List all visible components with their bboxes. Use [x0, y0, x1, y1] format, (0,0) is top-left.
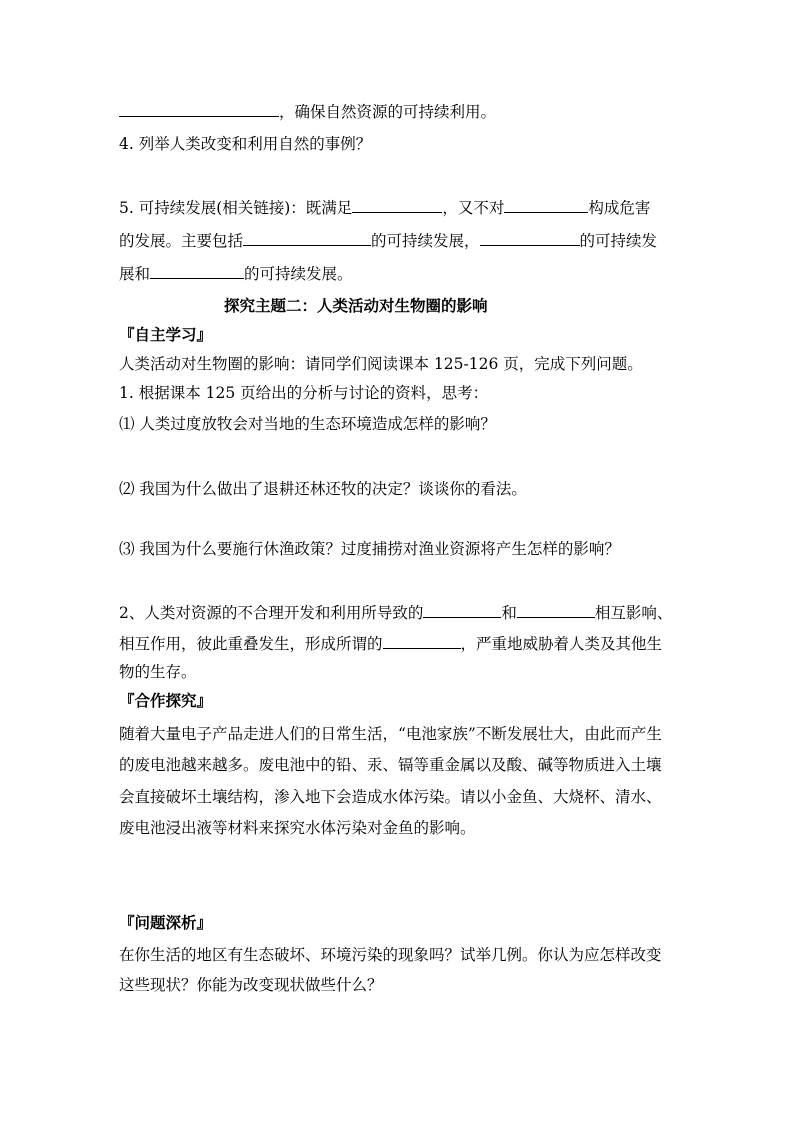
answer-blank[interactable]	[383, 632, 461, 649]
q5-line-1	[119, 196, 679, 218]
q5-text: 的可持续发展，	[371, 232, 480, 250]
self-study-sub2: ⑵ 我国为什么做出了退耕还林还牧的决定？谈谈你的看法。	[119, 480, 527, 498]
self-study-q1: 1. 根据课本 125 页给出的分析与讨论的资料，思考：	[119, 384, 489, 402]
self-study-header: 『自主学习』	[119, 325, 213, 344]
analysis-line-1: 在你生活的地区有生态破坏、环境污染的现象吗？试举几例。你认为应怎样改变	[119, 946, 662, 964]
answer-blank[interactable]	[423, 601, 501, 618]
q5-line-2	[119, 229, 679, 251]
q5-text: ，又不对	[442, 199, 505, 217]
answer-blank[interactable]	[517, 601, 595, 618]
cooperate-header: 『合作探究』	[119, 691, 213, 710]
q2-text: 相互作用，彼此重叠发生，形成所谓的	[119, 635, 383, 653]
q5-line-3	[119, 262, 679, 284]
q2-text: ，严重地威胁着人类及其他生	[460, 635, 663, 653]
self-study-q2-line-3: 物的生存。	[119, 663, 197, 681]
q5-text: 的可持续发	[579, 232, 658, 250]
answer-blank[interactable]	[119, 100, 279, 117]
topic2-title: 探究主题二：人类活动对生物圈的影响	[224, 296, 488, 315]
q5-text: 5. 可持续发展(相关链接)：既满足	[119, 199, 353, 217]
self-study-sub1: ⑴ 人类过度放牧会对当地的生态环境造成怎样的影响？	[119, 415, 496, 433]
q5-text: 展和	[119, 265, 151, 283]
self-study-q2-line-2	[119, 632, 679, 654]
answer-blank[interactable]	[504, 196, 588, 213]
q5-text: 构成危害	[588, 199, 651, 217]
answer-blank[interactable]	[352, 196, 442, 213]
cooperate-line-1: 随着大量电子产品走进人们的日常生活，“电池家族”不断发展壮大，由此而产生	[119, 725, 662, 743]
q2-text: 2、人类对资源的不合理开发和利用所导致的	[119, 604, 424, 622]
analysis-line-2: 这些现状？你能为改变现状做些什么？	[119, 976, 383, 994]
q2-text: 相互影响、	[594, 604, 673, 622]
self-study-q2-line-1	[119, 601, 679, 623]
self-study-intro: 人类活动对生物圈的影响：请同学们阅读课本 125-126 页，完成下列问题。	[119, 355, 643, 373]
answer-blank[interactable]	[243, 229, 371, 246]
q5-text: 的发展。主要包括	[119, 232, 244, 250]
cooperate-line-3: 会直接破坏土壤结构，渗入地下会造成水体污染。请以小金鱼、大烧杯、清水、	[119, 788, 662, 806]
q3-tail-line	[119, 100, 679, 122]
q2-text: 和	[501, 604, 517, 622]
q4-line: 4. 列举人类改变和利用自然的事例？	[119, 135, 372, 153]
self-study-sub3: ⑶ 我国为什么要施行休渔政策？过度捕捞对渔业资源将产生怎样的影响？	[119, 540, 620, 558]
answer-blank[interactable]	[480, 229, 580, 246]
cooperate-line-2: 的废电池越来越多。废电池中的铅、汞、镉等重金属以及酸、碱等物质进入土壤	[119, 756, 662, 774]
answer-blank[interactable]	[150, 262, 244, 279]
analysis-header: 『问题深析』	[119, 913, 213, 932]
q5-text: 的可持续发展。	[244, 265, 353, 283]
cooperate-line-4: 废电池浸出液等材料来探究水体污染对金鱼的影响。	[119, 819, 476, 837]
q3-tail-text: ，确保自然资源的可持续利用。	[279, 103, 497, 121]
